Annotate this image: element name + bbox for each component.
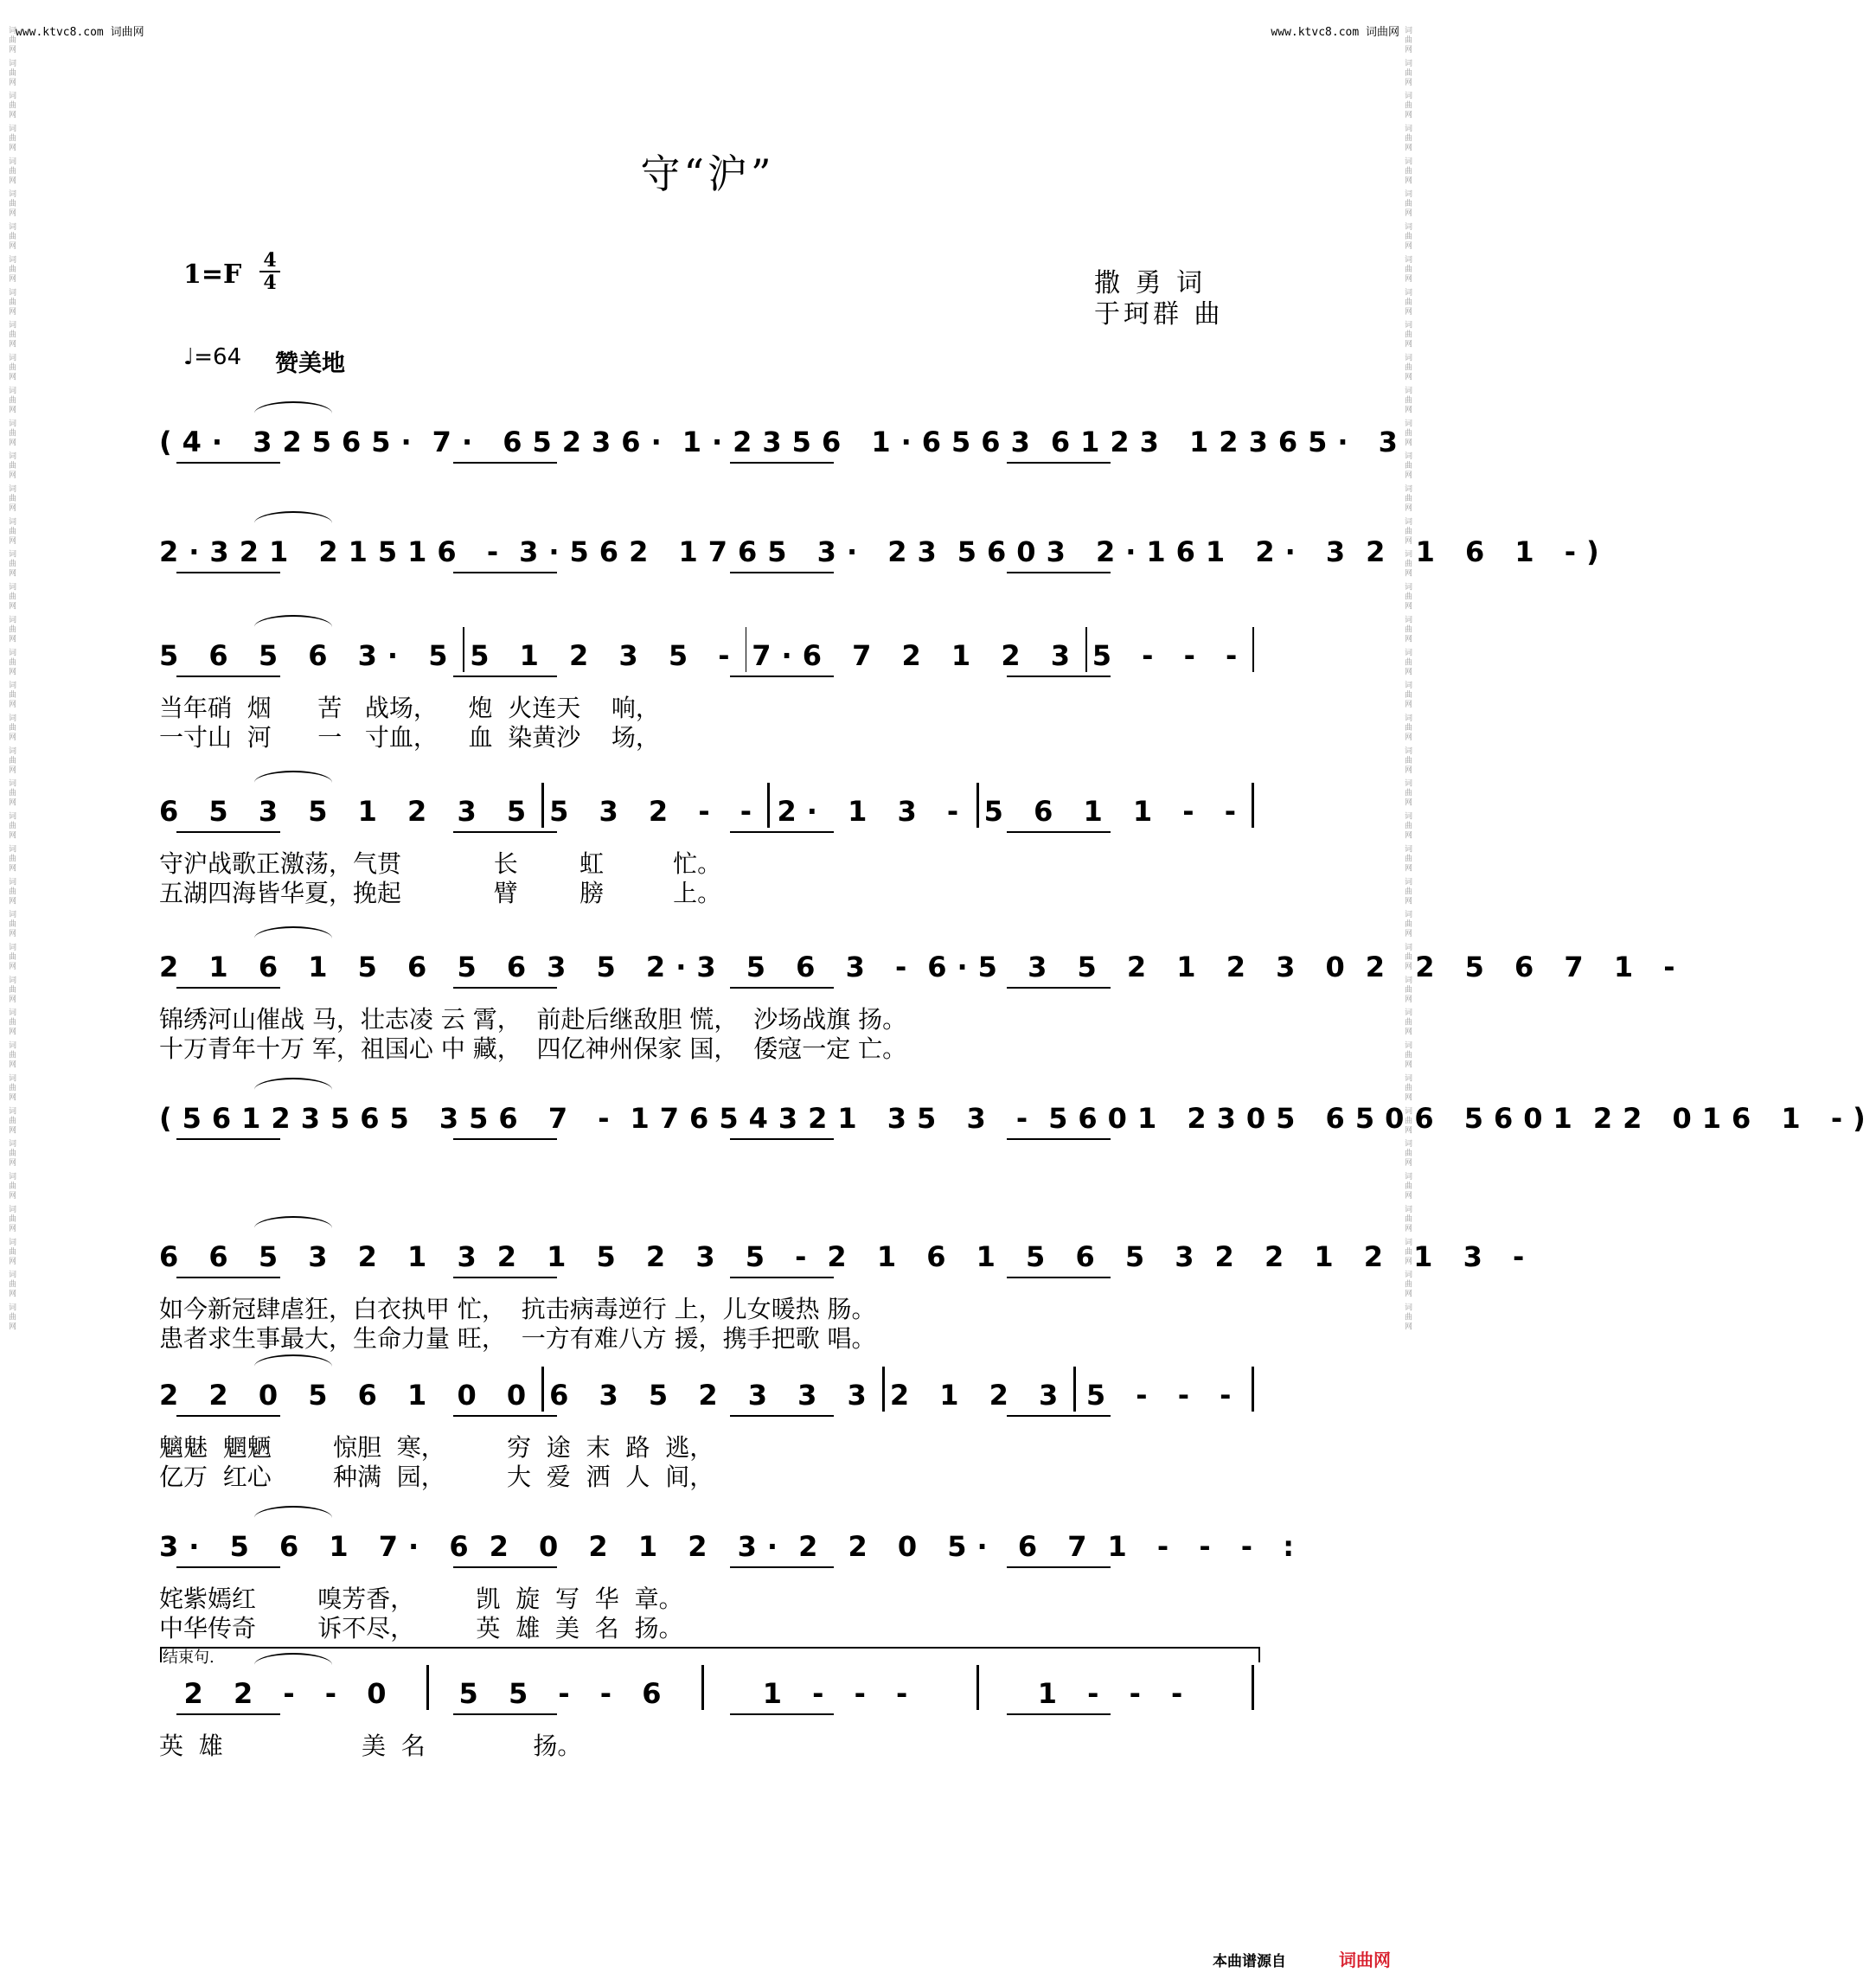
beam-underline — [730, 1277, 834, 1278]
beam-underline — [1007, 831, 1111, 833]
measure: 5 6 5 6 3· 5 — [159, 639, 458, 672]
key-signature: 1=F — [183, 259, 242, 290]
measure: 2 1 6 1 5 6 5 3 — [827, 1240, 1205, 1273]
header-site-right: www.ktvc8.com 词曲网 — [1271, 26, 1399, 39]
measure: 2 1 6 1 -) — [1366, 535, 1610, 568]
measure: 22 016 1 -) — [1592, 1102, 1876, 1135]
beam-underline — [176, 572, 280, 573]
measure: 5603 2·161 2· 3 — [957, 535, 1356, 568]
bar-line — [976, 783, 979, 828]
side-watermark-right: 词曲网 词曲网 词曲网 词曲网 词曲网 词曲网 词曲网 词曲网 词曲网 词曲网 词曲网 词曲网 词曲网 词曲网 词曲网 词曲网 词曲网 词曲网 词曲网 词曲网 词曲网 词曲网 词曲网 词曲网 词曲网 词曲网 词曲网 词曲网 词曲网 词曲网 词曲网 词曲网 词曲网 词曲网 词曲网 词曲网 词曲网 词曲网 词曲网 词曲网 — [1403, 26, 1412, 1332]
slur-arc — [254, 511, 332, 523]
beam-underline — [1007, 1415, 1111, 1417]
beam-underline — [453, 1415, 557, 1417]
time-bottom: 4 — [263, 272, 277, 294]
beam-underline — [453, 987, 557, 989]
measure: (56123565 356 7 - — [159, 1102, 620, 1135]
measure: 2 2 - - 0 — [183, 1677, 397, 1710]
lyric-line: 当年硝 烟 苦 战场， 炮 火连天 响， — [159, 694, 660, 722]
beam-underline — [453, 572, 557, 573]
measure: 2· 1 3 - — [777, 795, 970, 828]
measure: 3 5 2·3 5 6 3 - — [547, 951, 918, 983]
lyric-line: 如今新冠肆虐狂，白衣执甲 忙， 抗击病毒逆行 上，儿女暖热 肠。 — [159, 1295, 876, 1323]
slur-arc — [254, 615, 332, 627]
beam-underline — [176, 1277, 280, 1278]
measure: 3·562 1765 3· 23 — [519, 535, 947, 568]
lyric-line: 姹紫嫣红 嗅芳香， 凯 旋 写 华 章。 — [159, 1585, 683, 1613]
measure: 2·321 21516 - — [159, 535, 509, 568]
beam-underline — [453, 462, 557, 464]
beam-underline — [730, 1138, 834, 1140]
slur-arc — [254, 1078, 332, 1090]
measure: 2 1 5 2 3 5 - — [496, 1240, 817, 1273]
beam-underline — [453, 1138, 557, 1140]
lyric-line: 患者求生事最大，生命力量 旺， 一方有难八方 援，携手把歌 唱。 — [159, 1324, 876, 1353]
lyric-line: 中华传奇 诉不尽， 英 雄 美 名 扬。 — [159, 1614, 683, 1642]
measure: 2 1 6 1 5 6 5 6 — [159, 951, 537, 983]
beam-underline — [1007, 676, 1111, 677]
bar-line — [463, 627, 464, 672]
measure: 5 - - - — [1092, 639, 1248, 672]
beam-underline — [730, 1415, 834, 1417]
beam-underline — [1007, 1713, 1111, 1715]
measure: 6·5 3 5 2 1 2 3 0 — [927, 951, 1355, 983]
lyricist-credit: 撒 勇 词 — [1094, 268, 1207, 298]
header-site-left: www.ktvc8.com 词曲网 — [16, 26, 144, 39]
score-row — [159, 413, 1408, 458]
lyric-line: 锦绣河山催战 马，壮志凌 云 霄， 前赴后继敌胆 慌， 沙场战旗 扬。 — [159, 1005, 907, 1034]
bar-line — [882, 1367, 885, 1412]
bar-line — [1252, 627, 1254, 672]
beam-underline — [730, 987, 834, 989]
bar-line — [1252, 1665, 1254, 1710]
lyric-line: 亿万 红心 种满 园， 大 爱 洒 人 间， — [159, 1463, 714, 1491]
ending-bracket — [160, 1647, 1260, 1662]
ending-label: 结束句. — [163, 1649, 214, 1667]
footer-brand-link[interactable]: 词曲网 — [1339, 1950, 1391, 1970]
beam-underline — [1007, 572, 1111, 573]
measure: 5601 2305 6506 5601 — [1048, 1102, 1583, 1135]
score-row — [159, 523, 1610, 568]
measure: 2 2 0 5 6 1 0 0 — [159, 1379, 537, 1412]
beam-underline — [730, 676, 834, 677]
slur-arc — [254, 771, 332, 783]
slur-arc — [254, 401, 332, 413]
song-title: 守“沪” — [640, 150, 775, 197]
bar-line — [746, 627, 747, 672]
lyric-line: 魑魅 魍魉 惊胆 寒， 穷 途 末 路 逃， — [159, 1433, 714, 1462]
measure: 5 1 2 3 5 - — [470, 639, 740, 672]
measure: (4· 32565· — [159, 426, 422, 458]
beam-underline — [1007, 1138, 1111, 1140]
slur-arc — [254, 926, 332, 938]
measure: 1 - - - : — [1107, 1530, 1304, 1563]
beam-underline — [453, 1566, 557, 1568]
bar-line — [1085, 627, 1087, 672]
bar-line — [976, 1665, 979, 1710]
beam-underline — [1007, 987, 1111, 989]
beam-underline — [176, 462, 280, 464]
measure: 7·6 7 2 1 2 3 — [752, 639, 1080, 672]
time-top: 4 — [263, 249, 277, 272]
score-row — [159, 1367, 1259, 1410]
beam-underline — [176, 987, 280, 989]
measure: 2 0 2 1 2 3· — [489, 1530, 789, 1563]
time-signature — [259, 251, 280, 292]
side-watermark-left: 词曲网 词曲网 词曲网 词曲网 词曲网 词曲网 词曲网 词曲网 词曲网 词曲网 词曲网 词曲网 词曲网 词曲网 词曲网 词曲网 词曲网 词曲网 词曲网 词曲网 词曲网 词曲网 词曲网 词曲网 词曲网 词曲网 词曲网 词曲网 词曲网 词曲网 词曲网 词曲网 词曲网 词曲网 词曲网 词曲网 词曲网 词曲网 词曲网 词曲网 — [7, 26, 16, 1332]
measure: 2 1 2 3 — [889, 1379, 1069, 1412]
bar-line — [541, 1367, 544, 1412]
score-row — [159, 1665, 1259, 1708]
beam-underline — [176, 1415, 280, 1417]
measure: 1 - - - — [762, 1677, 919, 1710]
lyric-line: 守沪战歌正激荡，气贯 长 虹 忙。 — [159, 849, 722, 878]
measure: 2 2 5 6 7 1 - — [1365, 951, 1686, 983]
beam-underline — [453, 676, 557, 677]
measure: 6123 12365· 3 — [1050, 426, 1408, 458]
beam-underline — [453, 1713, 557, 1715]
score-row — [159, 1090, 1876, 1135]
measure: 5 5 - - 6 — [458, 1677, 672, 1710]
measure: 2 2 0 5· 6 7 — [798, 1530, 1098, 1563]
beam-underline — [730, 572, 834, 573]
lyric-line: 五湖四海皆华夏，挽起 臂 膀 上。 — [159, 879, 722, 907]
beam-underline — [730, 831, 834, 833]
bar-line — [426, 1665, 429, 1710]
slur-arc — [254, 1354, 332, 1367]
slur-arc — [254, 1216, 332, 1228]
bar-line — [701, 1665, 704, 1710]
measure: 3· 5 6 1 7· 6 — [159, 1530, 479, 1563]
measure: 2 2 1 2 1 3 - — [1214, 1240, 1535, 1273]
lyric-line: 英 雄 美 名 扬。 — [159, 1732, 582, 1760]
beam-underline — [730, 1566, 834, 1568]
score-row — [159, 627, 1259, 670]
composer-credit: 于珂群 曲 — [1094, 299, 1224, 330]
score-row — [159, 1518, 1304, 1563]
beam-underline — [453, 1277, 557, 1278]
score-row — [159, 783, 1259, 826]
slur-arc — [254, 1506, 332, 1518]
tempo-mark: ♩=64 — [183, 344, 242, 370]
measure: 1 - - - — [1037, 1677, 1194, 1710]
lyric-line: 一寸山 河 一 寸血， 血 染黄沙 场， — [159, 723, 660, 752]
measure: 6 6 5 3 2 1 3 — [159, 1240, 487, 1273]
beam-underline — [453, 831, 557, 833]
bar-line — [1252, 1367, 1254, 1412]
expression-mark: 赞美地 — [275, 350, 345, 377]
lyric-line: 十万青年十万 军，祖国心 中 藏， 四亿神州保家 国， 倭寇一定 亡。 — [159, 1034, 907, 1063]
bar-line — [1073, 1367, 1076, 1412]
beam-underline — [176, 1566, 280, 1568]
measure: 6 5 3 5 1 2 3 5 — [159, 795, 537, 828]
beam-underline — [1007, 1277, 1111, 1278]
beam-underline — [1007, 462, 1111, 464]
bar-line — [1252, 783, 1254, 828]
beam-underline — [730, 1713, 834, 1715]
beam-underline — [176, 831, 280, 833]
bar-line — [541, 783, 544, 828]
measure: 5 6 1 1 - - — [983, 795, 1246, 828]
beam-underline — [730, 462, 834, 464]
measure: 1·2356 1·6563 — [682, 426, 1040, 458]
beam-underline — [176, 676, 280, 677]
beam-underline — [1007, 1566, 1111, 1568]
score-row — [159, 1228, 1535, 1273]
beam-underline — [176, 1713, 280, 1715]
measure: 5 3 2 - - — [549, 795, 763, 828]
measure: 5 - - - — [1085, 1379, 1242, 1412]
score-row — [159, 938, 1686, 983]
beam-underline — [176, 1138, 280, 1140]
measure: 6 3 5 2 3 3 3 — [549, 1379, 877, 1412]
measure: 7· 65236· — [432, 426, 672, 458]
measure: 17654321 35 3 - — [630, 1102, 1039, 1135]
bar-line — [767, 783, 770, 828]
footer-source: 本曲谱源自 — [1213, 1953, 1286, 1970]
